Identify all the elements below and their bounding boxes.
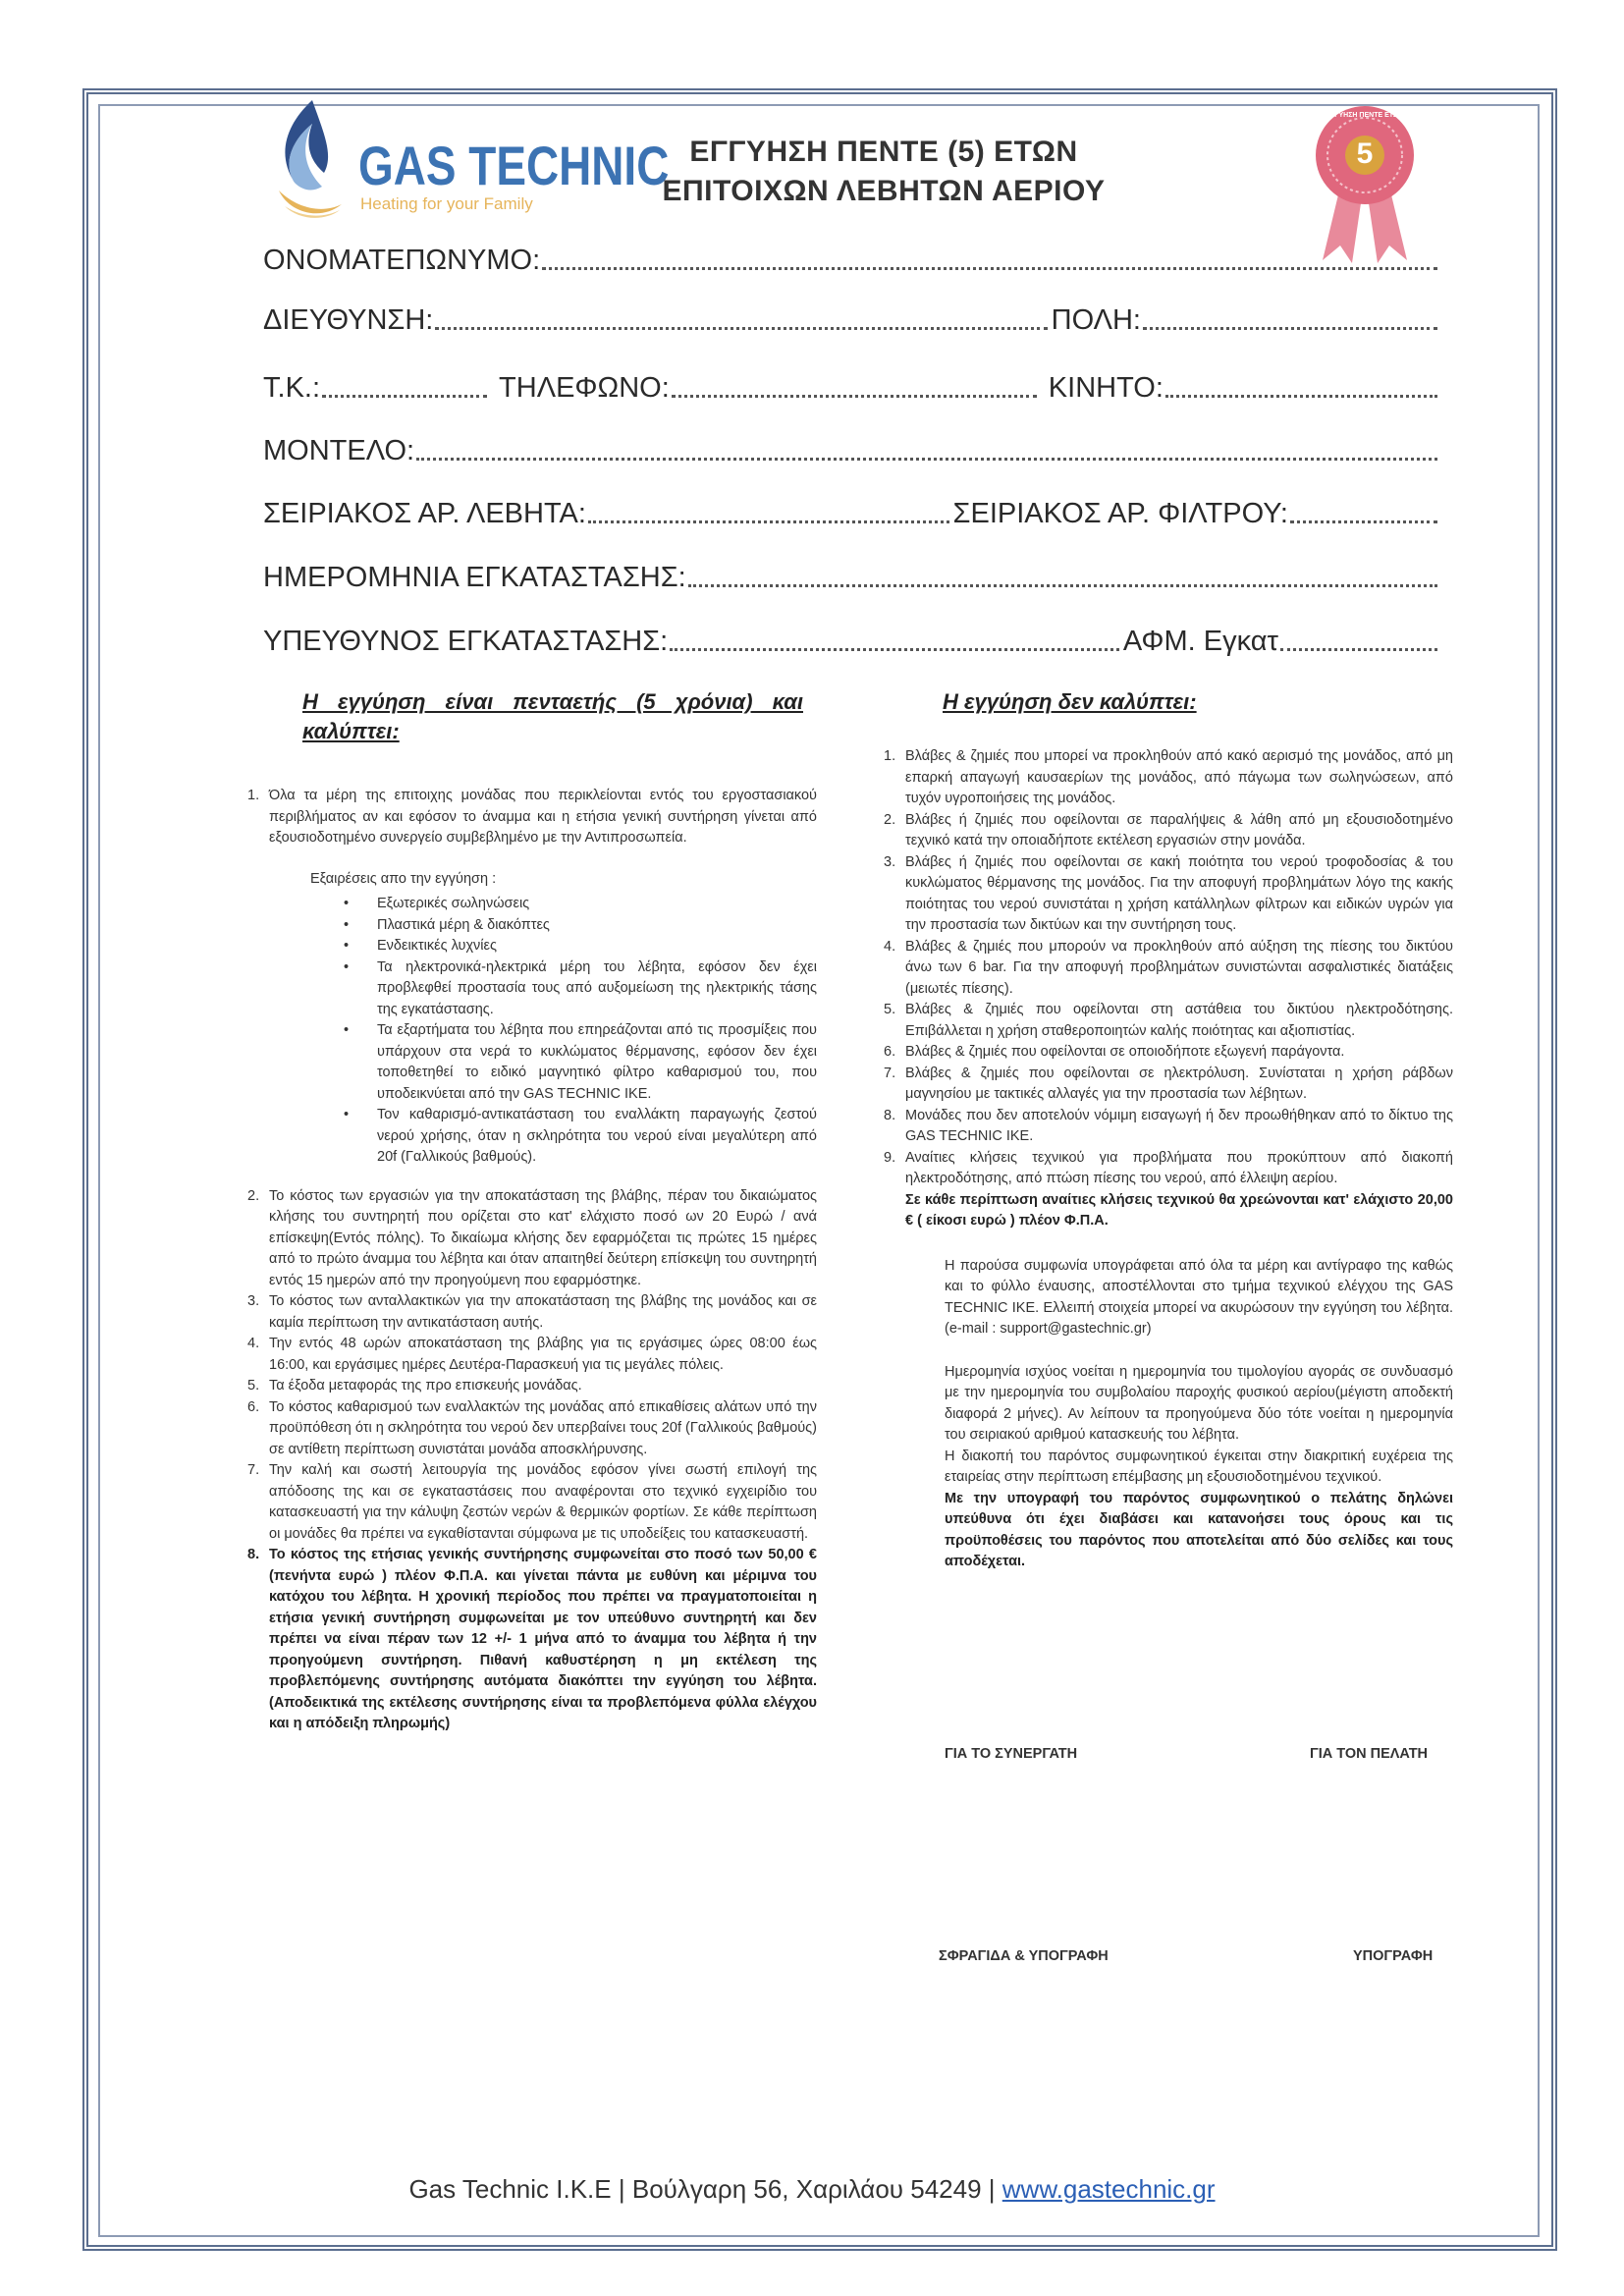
coverage-list xyxy=(247,786,817,1735)
name-input-line[interactable] xyxy=(542,267,1437,270)
flame-icon xyxy=(265,96,358,224)
termination-paragraph: Η διακοπή του παρόντος συμφωνητικού έγκειται στην διακριτική ευχέρεια της εταιρείας στην περίπτωση επέμβασης μη εξουσιοδοτημένου τεχνικού. xyxy=(945,1448,1453,1485)
boiler-serial-label: ΣΕΙΡΙΑΚΟΣ ΑΡ. ΛΕΒΗΤΑ: xyxy=(263,498,586,529)
not-covered-item-4: 4. Βλάβες & ζημιές που μπορούν να προκληθούν από αύξηση της πίεσης του δικτύου άνω των 6 bar. Για την αποφυγή προβλημάτων συνιστώνται ασφαλιστικές διατάξεις (μειωτές πίεσης). xyxy=(884,938,1453,997)
coverage-item-4: 4. Την εντός 48 ωρών αποκατάσταση της βλάβης για τις εργάσιμες ώρες 08:00 έως 16:00, και εργάσιμες ημέρες Δευτέρα-Παρασκευή για τις μεγάλες πόλεις. xyxy=(247,1336,817,1373)
coverage-item-5: 5. Τα έξοδα μεταφοράς της προ επισκευής μονάδας. xyxy=(247,1378,582,1394)
agreement-paragraph: Η παρούσα συμφωνία υπογράφεται από όλα τα μέρη και αντίγραφο της καθώς και το φύλλο έναυσης, αποστέλλονται στο τμήμα τεχνικού ελέγχου της GAS TECHNIC IKE. Ελλειπή στοιχεία μπορεί να ακυρώσουν την εγγύηση του λέβητα. (e-mail : support@gastechnic.gr) xyxy=(945,1257,1453,1337)
filter-serial-label: ΣΕΙΡΙΑΚΟΣ ΑΡ. ΦΙΛΤΡΟΥ: xyxy=(952,498,1288,529)
coverage-item-2: 2. Το κόστος των εργασιών για την αποκατάσταση της βλάβης, πέραν του δικαιώματος κλήσης του συντηρητή που ορίζεται στο κατ' ελάχιστο ποσό ων 20 Ευρώ / ανά επίσκεψη(Εντός πόλης). Το δικαίωμα κλήσης δεν εφαρμόζεται τις πρώτες 15 ημέρες από το πρώτο άναμμα του λέβητα και όταν απαιτηθεί δεύτερη επίσκεψη του συντηρητή εντός 15 ημερών από την προηγούμενη που εφαρμόστηκε. xyxy=(247,1187,817,1288)
phone-input-line[interactable] xyxy=(672,395,1037,398)
exclusion-item: • Πλαστικά μέρη & διακόπτες xyxy=(344,915,817,937)
postal-code-label: Τ.Κ.: xyxy=(263,372,321,404)
exclusions-title: Εξαιρέσεις απο την εγγύηση : xyxy=(310,870,497,887)
field-row-name xyxy=(263,238,1441,277)
not-covered-item-2: 2. Βλάβες ή ζημιές που οφείλονται σε παραλήψεις & λάθη από μη εξουσιοδοτημένο τεχνικό κατά την οποιαδήποτε εκτέλεση εργασιών στην μονάδα. xyxy=(884,811,1453,848)
field-row-contact xyxy=(263,365,1441,405)
exclusions-list xyxy=(269,894,817,1169)
coverage-column xyxy=(247,687,817,1735)
partner-label: ΓΙΑ ΤΟ ΣΥΝΕΡΓΑΤΗ xyxy=(945,1746,1078,1762)
address-input-line[interactable] xyxy=(435,327,1047,330)
exclusion-item: • Τα εξαρτήματα του λέβητα που επηρεάζονται από τις προσμίξεις που υπάρχουν στα νερά το κυκλώματος θέρμανσης, εφόσον δεν έχει τοποθετηθεί το ειδικό μαγνητικό φίλτρο καθαρισμού του, που υποδεικνύεται από την GAS TECHNIC IKE. xyxy=(344,1020,817,1105)
coverage-item-8: 8. Το κόστος της ετήσιας γενικής συντήρησης συμφωνείται στο ποσό των 50,00 € (πενήντα ευρώ ) πλέον Φ.Π.Α. και γίνεται πάντα με ευθύνη και μέριμνα του κατόχου του λέβητα. Η χρονική περίοδος που πρέπει να πραγματοποιείται η ετήσια γενική συντήρηση συμφωνείται με τον υπεύθυνο συντηρητή και δεν πρέπει να είναι πέραν των 12 +/- 1 μήνα από το άναμμα του λέβητα ή την προηγούμενη συντήρηση. Πιθανή καθυστέρηση η μη εκτέλεση της προβλεπόμενης συντήρησης αυτόματα διακόπτει την εγγύηση του λέβητα.(Αποδεικτικά της εκτέλεσης συντήρησης είναι τα προβλεπόμενα φύλλα ελέγχου και η απόδειξη πληρωμής) xyxy=(247,1547,817,1731)
install-date-label: ΗΜΕΡΟΜΗΝΙΑ ΕΓΚΑΤΑΣΤΑΣΗΣ: xyxy=(263,562,686,593)
not-covered-item-9-note: Σε κάθε περίπτωση αναίτιες κλήσεις τεχνικού θα χρεώνονται κατ' ελάχιστο 20,00 € ( είκοσι ευρώ ) πλέον Φ.Π.Α. xyxy=(905,1191,1453,1229)
not-covered-item-3: 3. Βλάβες ή ζημιές που οφείλονται σε κακή ποιότητα του νερού τροφοδοσίας & του κυκλώματος θέρμανσης της μονάδος. Για την αποφυγή προβλημάτων λόγο της κακής ποιότητας του νερού συνιστάται η χρήση κατάλληλων φίλτρων και ειδικών υγρών για την προστασία των δικτύων και την συντήρηση τους. xyxy=(884,853,1453,933)
field-row-installer xyxy=(263,619,1441,658)
exclusion-item: • Ενδεικτικές λυχνίες xyxy=(344,936,817,957)
seal-number: 5 xyxy=(1356,137,1374,170)
seal-text: ΕΓΓΥΗΣΗ ΠΕΝΤΕ ΕΤΩΝ xyxy=(1326,112,1404,119)
field-row-address xyxy=(263,298,1441,337)
validity-paragraph: Ημερομηνία ισχύος νοείται η ημερομηνία του τιμολογίου αγοράς σε συνδυασμό με την ημερομηνία του συμβολαίου παροχής φυσικού αερίου(μέγιστη αποδεκτή διαφορά 2 μήνες). Αν λείπουν τα προηγούμενα δύο τότε νοείται η ημερομηνία του σειριακού αριθμού κατασκευής του λέβητα. xyxy=(945,1363,1453,1443)
name-label: ΟΝΟΜΑΤΕΠΩΝΥΜΟ: xyxy=(263,245,541,276)
exclusion-item: • Τα ηλεκτρονικά-ηλεκτρικά μέρη του λέβητα, εφόσον δεν έχει προβλεφθεί προστασία τους από αυξομείωση της ηλεκτρικής τάσης της εγκατάστασης. xyxy=(344,957,817,1021)
field-row-model xyxy=(263,428,1441,467)
coverage-item-1-text: Όλα τα μέρη της επιτοιχης μονάδας που περικλείονται εντός του εργοστασιακού περιβλήματος αν και εφόσον το άναμμα και η ετήσια γενική συντήρηση γίνεται από εξουσιοδοτημένο συνεργείο συμβεβλημένο με την Αντιπροσωπεία. xyxy=(269,788,817,846)
model-label: ΜΟΝΤΕΛΟ: xyxy=(263,435,415,466)
not-covered-item-9: 9. Αναίτιες κλήσεις τεχνικού για προβλήματα που προκύπτουν από διακοπή ηλεκτροδότησης, από πτώση πίεσης του νερού, από έλλειψη αερίου. Σε κάθε περίπτωση αναίτιες κλήσεις τεχνικού θα χρεώνονται κατ' ελάχιστο 20,00 € ( είκοσι ευρώ ) πλέον Φ.Π.Α. xyxy=(884,1148,1453,1232)
footer-company: Gas Technic I.K.E xyxy=(408,2174,612,2204)
acceptance-paragraph: Με την υπογραφή του παρόντος συμφωνητικού ο πελάτης δηλώνει υπεύθυνα ότι έχει διαβάσει και κατανοήσει τους όρους και τις προϋποθέσεις του παρόντος που αποτελείται από δύο σελίδες και τους αποδέχεται. xyxy=(945,1490,1453,1569)
footer-separator: | xyxy=(618,2174,625,2204)
installer-vat-label: ΑΦΜ. Εγκατ xyxy=(1122,626,1278,657)
address-label: ΔΙΕΥΘΥΝΣΗ: xyxy=(263,304,434,336)
mobile-input-line[interactable] xyxy=(1165,395,1437,398)
not-covered-item-6: 6. Βλάβες & ζημιές που οφείλονται σε οποιοδήποτε εξωγενή παράγοντα. xyxy=(884,1044,1345,1060)
installer-vat-input-line[interactable] xyxy=(1280,648,1437,651)
coverage-item-3: 3. Το κόστος των ανταλλακτικών για την αποκατάσταση της βλάβης της μονάδος και σε καμία περίπτωση την αντικατάσταση αυτής. xyxy=(247,1293,817,1331)
install-date-input-line[interactable] xyxy=(688,584,1437,587)
not-covered-item-8: 8. Μονάδες που δεν αποτελούν νόμιμη εισαγωγή ή δεν προωθήθηκαν από το δίκτυο της GAS TECHNIC IKE. xyxy=(884,1107,1453,1144)
phone-label: ΤΗΛΕΦΩΝΟ: xyxy=(499,372,670,404)
document-title-line1: ΕΓΓΥΗΣΗ ΠΕΝΤΕ (5) ΕΤΩΝ xyxy=(689,136,1078,168)
footer-website-link[interactable]: www.gastechnic.gr xyxy=(1001,2174,1216,2204)
installer-input-line[interactable] xyxy=(670,648,1119,651)
model-input-line[interactable] xyxy=(416,458,1437,461)
field-row-serials xyxy=(263,491,1441,530)
customer-label: ΓΙΑ ΤΟΝ ΠΕΛΑΤΗ xyxy=(1310,1746,1429,1762)
coverage-heading: Η εγγύηση είναι πενταετής (5 χρόνια) και καλύπτει: xyxy=(302,689,803,743)
customer-signature-label: ΥΠΟΓΡΑΦΗ xyxy=(1353,1948,1434,1964)
boiler-serial-input-line[interactable] xyxy=(588,520,949,523)
not-covered-list xyxy=(884,746,1453,1573)
exclusion-item: • Τον καθαρισμό-αντικατάσταση του εναλλάκτη παραγωγής ζεστού νερού χρήσης, όταν η σκληρότητα του νερού είναι μεγαλύτερη από 20f (Γαλλικούς βαθμούς). xyxy=(344,1105,817,1169)
not-covered-item-5: 5. Βλάβες & ζημιές που οφείλονται στη αστάθεια του δικτύου ηλεκτροδότησης. Επιβάλλεται η χρήση σταθεροποιητών καλής ποιότητας και αξιοπιστίας. xyxy=(884,1002,1453,1039)
footer-address: Βούλγαρη 56, Χαριλάου 54249 xyxy=(631,2174,982,2204)
city-input-line[interactable] xyxy=(1143,327,1437,330)
not-covered-item-7: 7. Βλάβες & ζημιές που οφείλονται σε ηλεκτρόλυση. Συνίσταται η χρήση ράβδων μαγνησίου με τακτικές αλλαγές για την προστασία των λέβητων. xyxy=(884,1065,1453,1102)
coverage-item-6: 6. Το κόστος καθαρισμού των εναλλακτών της μονάδας από επικαθίσεις αλάτων υπό την προϋπόθεση ότι η σκληρότητα του νερού δεν υπερβαίνει τους 20f (Γαλλικούς βαθμούς) σε αντίθετη περίπτωση συνιστάται μονάδα αποσκλήρυνσης. xyxy=(247,1398,817,1457)
company-logo xyxy=(265,96,670,224)
coverage-item-1: 1. Όλα τα μέρη της επιτοιχης μονάδας που περικλείονται εντός του εργοστασιακού περιβλήματος αν και εφόσον το άναμμα και η ετήσια γενική συντήρηση γίνεται από εξουσιοδοτημένο συνεργείο συμβεβλημένο με την Αντιπροσωπεία. Εξαιρέσεις απο την εγγύηση : • Εξωτερικές σωληνώσεις • Πλαστικά μέρη & διακόπτες • Ενδεικτικές λυχνίες • Τα ηλεκτρονικά-ηλεκτρικά μέρη του λέβητα, εφόσον δεν έχει προβλεφθεί προστασία τους από αυξομείωση της ηλεκτρικής τάσης της εγκατάστασης. • Τα εξαρτήματα του λέβητα που επηρεάζονται από τις προσμίξεις που υπάρχουν στα νερά το κυκλώματος θέρμανσης, εφόσον δεν έχει τοποθετηθεί το ειδικό μαγνητικό φίλτρο καθαρισμού του, που υποδεικνύεται από την GAS TECHNIC IKE. • Τον καθαρισμό-αντικατάσταση του εναλλάκτη παραγωγής ζεστού νερού χρήσης, όταν η σκληρότητα του νερού είναι μεγαλύτερη από 20f (Γαλλικούς βαθμούς). xyxy=(247,786,817,1169)
stamp-signature-label: ΣΦΡΑΓΙΔΑ & ΥΠΟΓΡΑΦΗ xyxy=(939,1948,1109,1964)
not-covered-heading: Η εγγύηση δεν καλύπτει: xyxy=(943,689,1197,714)
exclusion-item: • Εξωτερικές σωληνώσεις xyxy=(344,894,817,915)
not-covered-item-1: 1. Βλάβες & ζημιές που μπορεί να προκληθούν από κακό αερισμό της μονάδος, από μη επαρκή απαγωγή καυσαερίων της μονάδος, από πάγωμα των σωληνώσεων, από τυχόν υγροποιήσεις της μονάδος. xyxy=(884,748,1453,806)
logo-wordmark: GAS TECHNIC xyxy=(358,135,670,196)
footer-separator: | xyxy=(988,2174,996,2204)
postal-code-input-line[interactable] xyxy=(322,395,487,398)
exclusions-column xyxy=(884,687,1453,1573)
filter-serial-input-line[interactable] xyxy=(1290,520,1437,523)
field-row-install-date xyxy=(263,555,1441,594)
page-footer xyxy=(0,2174,1624,2205)
city-label: ΠΟΛΗ: xyxy=(1051,304,1141,336)
installer-label: ΥΠΕΥΘΥΝΟΣ ΕΓΚΑΤΑΣΤΑΣΗΣ: xyxy=(263,626,669,657)
logo-tagline: Heating for your Family xyxy=(360,194,533,213)
coverage-item-7: 7. Την καλή και σωστή λειτουργία της μονάδος εφόσον γίνει σωστή επιλογή της απόδοσης της και σε εγκαταστάσεις που αναφέρονται στο τεχνικό εγχειρίδιο του κατασκευαστή για την κάλυψη ζεστών νερών & θερμικών φορτίων. Σε κάθε περίπτωση οι μονάδες θα πρέπει να εγκαθίστανται σύμφωνα με τις υποδείξεις του κατασκευαστή. xyxy=(247,1462,817,1542)
document-title-line2: ΕΠΙΤΟΙΧΩΝ ΛΕΒΗΤΩΝ ΑΕΡΙΟΥ xyxy=(662,175,1106,207)
mobile-label: ΚΙΝΗΤΟ: xyxy=(1048,372,1164,404)
